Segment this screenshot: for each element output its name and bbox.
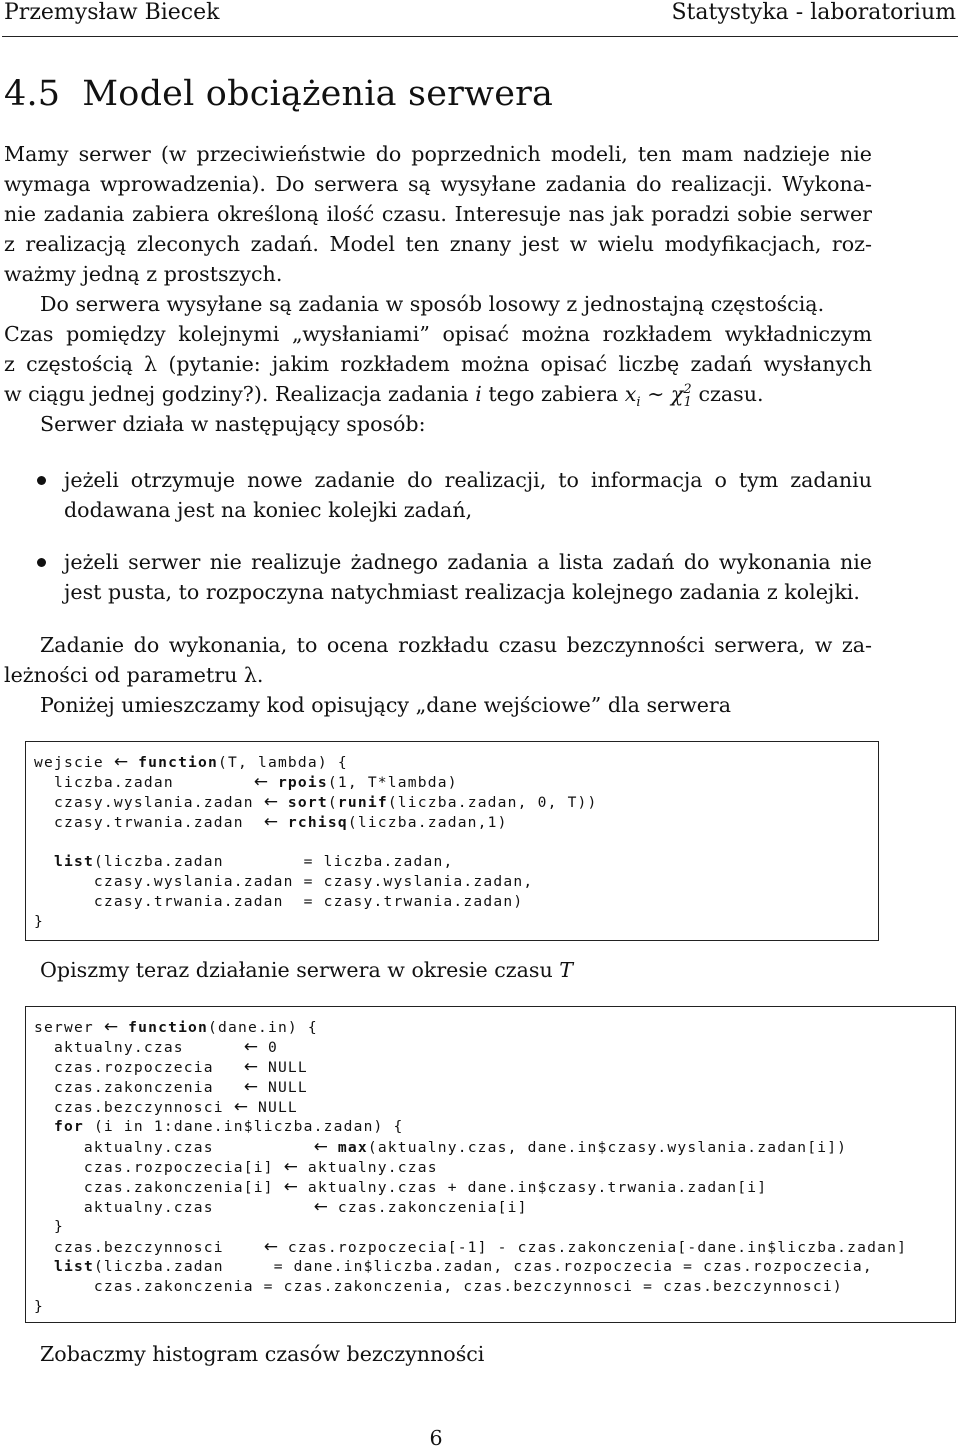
- closing-text: Zobaczmy histogram czasów bezczynności: [40, 1342, 485, 1366]
- model-line: z częstością λ (pytanie: jakim rozkładem można opisać liczbę zadań wysłanych: [4, 352, 872, 376]
- code-line: wejscie ← function(T, lambda) {: [34, 752, 348, 772]
- bullet-icon: [37, 476, 46, 485]
- code-line: aktualny.czas ← max(aktualny.czas, dane.in$czasy.wyslania.zadan[i]): [34, 1137, 848, 1157]
- code-line: czas.zakonczenia ← NULL: [34, 1077, 308, 1097]
- intro-line: Mamy serwer (w przeciwieństwie do poprzednich modeli, ten mam nadzieje nie: [4, 142, 872, 166]
- code-line: czas.bezczynnosci ← czas.rozpoczecia[-1] - czas.zakonczenia[-dane.in$liczba.zadan]: [34, 1237, 908, 1257]
- code-line: czasy.wyslania.zadan ← sort(runif(liczba.zadan, 0, T)): [34, 792, 598, 812]
- intro-line: wymaga wprowadzenia). Do serwera są wysyłane zadania do realizacji. Wykona-: [4, 172, 872, 196]
- intro-line: ważmy jedną z prostszych.: [4, 262, 283, 286]
- code-line: czas.rozpoczecia[i] ← aktualny.czas: [34, 1157, 438, 1177]
- code-line: czasy.wyslania.zadan = czasy.wyslania.zadan,: [34, 873, 534, 890]
- model-line-last: w ciągu jednej godziny?). Realizacja zadania i tego zabiera $x_i$ ∼ $\chi^2_1$ czasu.: [4, 382, 764, 411]
- header-author: Przemysław Biecek: [4, 0, 220, 25]
- code-line: aktualny.czas ← czas.zakonczenia[i]: [34, 1197, 528, 1217]
- code1-caption: Poniżej umieszczamy kod opisujący „dane wejściowe” dla serwera: [40, 693, 732, 717]
- section-body: [4, 139, 872, 439]
- header-course: Statystyka - laboratorium: [671, 0, 956, 25]
- server-intro: Serwer działa w następujący sposób:: [40, 412, 426, 436]
- header-rule: [2, 36, 958, 37]
- code-listing-input: [25, 741, 879, 941]
- code-line: serwer ← function(dane.in) {: [34, 1017, 318, 1037]
- code-line: czas.zakonczenia[i] ← aktualny.czas + dane.in$czasy.trwania.zadan[i]: [34, 1177, 768, 1197]
- section-number: 4.5: [4, 74, 61, 114]
- code-line: czas.bezczynnosci ← NULL: [34, 1097, 298, 1117]
- code-line: czasy.trwania.zadan = czasy.trwania.zadan): [34, 893, 524, 910]
- code-listing-server: [25, 1006, 956, 1323]
- math-xi: $x_i$: [624, 382, 641, 411]
- bullet-icon: [37, 558, 46, 567]
- code-line: }: [34, 1298, 44, 1315]
- code-line: list(liczba.zadan = liczba.zadan,: [53, 853, 454, 870]
- math-i: i: [475, 382, 482, 406]
- code-line: }: [34, 913, 44, 930]
- code-line: liczba.zadan ← rpois(1, T*lambda): [34, 772, 458, 792]
- model-line: Czas pomiędzy kolejnymi „wysłaniami” opisać można rozkładem wykładniczym: [4, 322, 872, 346]
- code-line: czas.zakonczenia = czas.zakonczenia, czas.bezczynnosci = czas.bezczynnosci): [34, 1278, 843, 1295]
- intro-line: nie zadania zabiera określoną ilość czasu. Interesuje nas jak poradzi sobie serwer: [4, 202, 872, 226]
- code-line: czas.rozpoczecia ← NULL: [34, 1057, 308, 1077]
- code-line: }: [34, 1218, 64, 1235]
- math-chi-square: $\chi^2_1$: [670, 382, 692, 411]
- code-line: list(liczba.zadan = dane.in$liczba.zadan, czas.rozpoczecia = czas.rozpoczecia,: [53, 1258, 873, 1275]
- code-line: czasy.trwania.zadan ← rchisq(liczba.zadan,1): [34, 812, 508, 832]
- task-paragraph: Zadanie do wykonania, to ocena rozkładu czasu bezczynności serwera, w za- leżności od parametru λ. Poniżej umieszczamy kod opisujący „dane wejściowe” dla serwera: [4, 630, 872, 720]
- intro-line: z realizacją zleconych zadań. Model ten znany jest w wielu modyfikacjach, roz-: [4, 232, 872, 256]
- code2-caption: Opiszmy teraz działanie serwera w okresie czasu T: [40, 958, 574, 982]
- section-title: [4, 72, 553, 116]
- model-line: Do serwera wysyłane są zadania w sposób losowy z jednostajną częstością.: [40, 292, 825, 316]
- page-number: 6: [429, 1426, 443, 1450]
- document-page: Przemysław Biecek Statystyka - laboratorium 4.5 Model obciążenia serwera Mamy serwer (w przeciwieństwie do poprzednich modeli, ten mam nadzieje nie wymaga wprowadzenia). Do serwera są wysyłane zadania do realizacji. Wykona- nie zadania zabiera określoną ilość czasu. Interesuje nas jak poradzi sobie serwer z realizacją zleconych zadań. Model ten znany jest w wielu modyfikacjach, roz- ważmy jedną z prostszych. Do serwera wysyłane są zadania w sposób losowy z jednostajną częstością. Czas pomiędzy kolejnymi „wysłaniami” opisać można rozkładem wykładniczym z częstością λ (pytanie: jakim rozkładem można opisać liczbę zadań wysłanych w ciągu jednej godziny?). Realizacja zadania i tego zabiera $x_i$ ∼ $\chi^2_1$ czasu. Serwer działa w następujący sposób: jeżeli otrzymuje nowe zadanie do realizacji, to informacja o tym zadaniu dodawana jest na koniec kolejki zadań, jeżeli serwer nie realizuje żadnego zadania a lista zadań do wykonania nie jest pusta, to rozpoczyna natychmiast realizacja kolejnego zadania z kolejki. Zadanie do wykonania, to ocena rozkładu czasu bezczynności serwera, w za- leżności od parametru λ. Poniżej umieszczamy kod opisujący „dane wejściowe” dla serwera wejscie ← function(T, lambda) { liczba.zadan ← rpois(1, T*lambda) czasy.wyslania.zadan ← sort(runif(liczba.zadan, 0, T)) czasy.trwania.zadan ← rchisq(liczba.zadan,1) list(liczba.zadan = liczba.zadan, czasy.wyslania.zadan = czasy.wyslania.zadan, czasy.trwania.zadan = czasy.trwania.zadan) } Opiszmy teraz działanie serwera w okresie czasu T serwer ← function(dane.in) { aktualny.czas ← 0 czas.rozpoczecia ← NULL czas.zakonczenia ← NULL czas.bezczynnosci ← NULL for (i in 1:dane.in$liczba.zadan) { aktualny.czas ← max(aktualny.czas, dane.in$czasy.wyslania.zadan[i]) czas.rozpoczecia[i] ← aktualny.czas czas.zakonczenia[i] ← aktualny.czas + dane.in$czasy.trwania.zadan[i] aktualny.czas ← czas.zakonczenia[i] } czas.bezczynnosci ← czas.rozpoczecia[-1] - czas.zakonczenia[-dane.in$liczba.zadan] list(liczba.zadan = dane.in$liczba.zadan, czas.rozpoczecia = czas.rozpoczecia, czas.zakonczenia = czas.zakonczenia, czas.bezczynnosci = czas.bezczynnosci) } Zobaczmy histogram czasów bezczynności 6: [0, 0, 960, 1450]
- code-line: for (i in 1:dane.in$liczba.zadan) {: [53, 1118, 404, 1135]
- code-line: aktualny.czas ← 0: [34, 1037, 278, 1057]
- section-title-text: Model obciążenia serwera: [82, 74, 554, 114]
